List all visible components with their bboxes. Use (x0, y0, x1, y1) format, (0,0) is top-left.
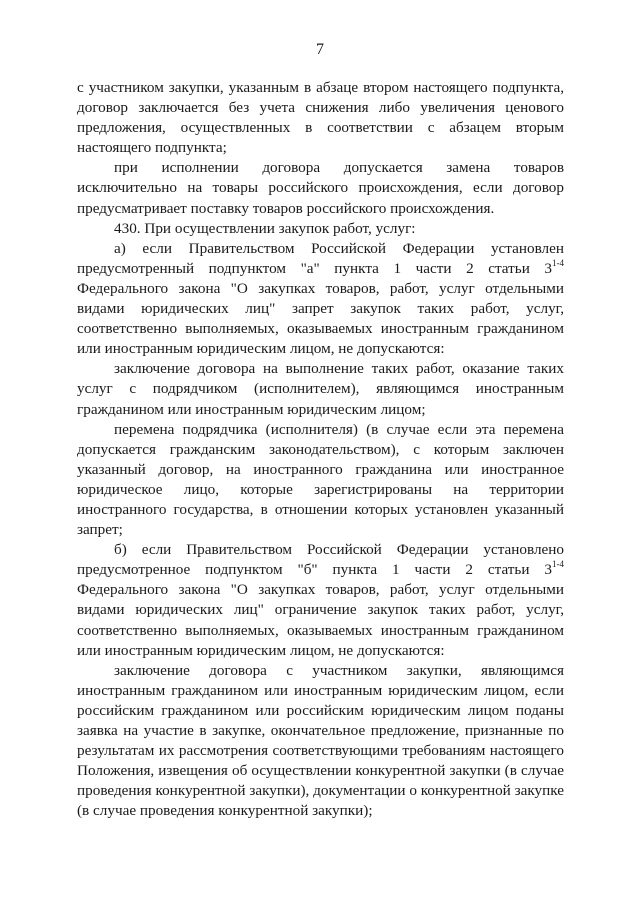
subitem-a-text-end: Федерального закона "О закупках товаров, работ, услуг отдельными видами юридических лиц" запрет закупок таких работ, услуг, соответственно выполняемых, оказываемых иностранным гражданином или иностранным юридическим лицом, не допускаются: (77, 279, 564, 358)
paragraph-contractor-change: перемена подрядчика (исполнителя) (в случае если эта перемена допускается гражданским законодательством), с которым заключен указанный договор, на иностранного гражданина или иностранное юридическое лицо, которые зарегистрированы на территории иностранного государства, в отношении которых установлен указанный запрет; (77, 420, 564, 539)
article-superscript: 1-4 (552, 257, 564, 268)
article-superscript: 1-4 (552, 559, 564, 570)
document-body (77, 78, 564, 821)
paragraph-contract-conclusion: заключение договора на выполнение таких работ, оказание таких услуг с подрядчиком (исполнителем), являющимся иностранным гражданином или иностранным юридическим лицом; (77, 360, 564, 418)
subitem-b-text-start: б) если Правительством Российской Федерации установлено предусмотренное подпунктом "б" пункта 1 части 2 статьи 3 (77, 541, 564, 579)
paragraph-430-heading: 430. При осуществлении закупок работ, услуг: (114, 219, 416, 237)
paragraph-continuation: с участником закупки, указанным в абзаце втором настоящего подпункта, договор заключается без учета снижения либо увеличения ценового предложения, осуществленных в соответствии с абзацем вторым настоящего подпункта; (77, 79, 564, 157)
subitem-b-text-end: Федерального закона "О закупках товаров, работ, услуг отдельными видами юридических лиц" ограничение закупок таких работ, услуг, соответственно выполняемых, оказываемых иностранным гражданином или иностранным юридическим лицом, не допускаются: (77, 581, 564, 659)
paragraph-foreign-participant: заключение договора с участником закупки, являющимся иностранным гражданином или иностранным юридическим лицом, если российским гражданином или российским юридическим лицом поданы заявка на участие в закупке, окончательное предложение, признанные по результатам их рассмотрения соответствующими требованиям настоящего Положения, извещения об осуществлении конкурентной закупки (в случае проведения конкурентной закупки), документации о конкурентной закупке (в случае проведения конкурентной закупки); (77, 661, 564, 820)
page-number: 7 (316, 41, 324, 58)
paragraph-subitem-a (77, 239, 564, 360)
paragraph-goods-replacement: при исполнении договора допускается замена товаров исключительно на товары российского происхождения, если договор предусматривает поставку товаров российского происхождения. (77, 159, 564, 217)
paragraph-subitem-b (77, 540, 564, 661)
subitem-a-text-start: а) если Правительством Российской Федерации установлен предусмотренный подпунктом "а" пункта 1 части 2 статьи 3 (77, 239, 564, 277)
